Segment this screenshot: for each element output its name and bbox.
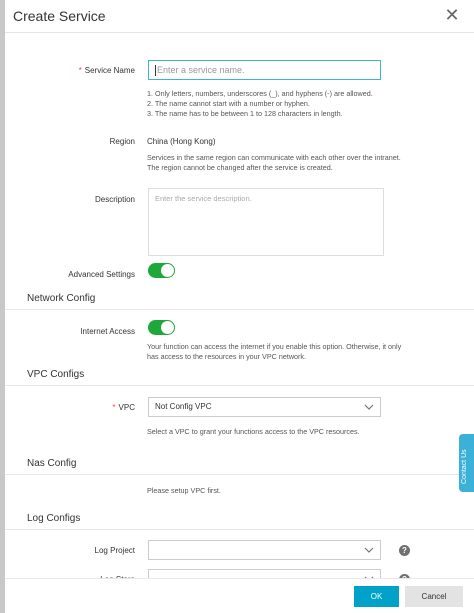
log-project-label: Log Project (94, 546, 135, 555)
required-asterisk: * (112, 403, 116, 412)
service-name-label (79, 66, 135, 75)
service-name-input[interactable] (148, 60, 381, 80)
log-project-select[interactable] (148, 540, 381, 560)
internet-access-help: Your function can access the internet if you enable this option. Otherwise, it only has access to the resources in your VPC network. (147, 342, 402, 361)
service-name-rules (147, 89, 412, 119)
dialog-footer (5, 578, 474, 613)
internet-access-label: Internet Access (80, 327, 135, 336)
section-divider (5, 309, 474, 310)
region-help: Services in the same region can communicate with each other over the intranet. The region cannot be changed after the service is created. (147, 153, 401, 172)
internet-access-toggle[interactable] (148, 320, 175, 335)
toggle-knob (161, 264, 174, 277)
service-name-placeholder: Enter a service name. (157, 65, 245, 75)
chevron-down-icon (364, 402, 374, 412)
create-service-dialog (5, 0, 474, 613)
service-name-rule-3: 3. The name has to be between 1 to 128 characters in length. (147, 109, 343, 118)
ok-button[interactable]: OK (354, 586, 399, 607)
close-icon[interactable]: ✕ (444, 5, 460, 25)
service-name-label-text: Service Name (84, 66, 135, 75)
chevron-down-icon (364, 545, 374, 555)
vpc-configs-heading: VPC Configs (27, 369, 85, 380)
dialog-body (5, 33, 474, 578)
service-name-rule-2: 2. The name cannot start with a number or hyphen. (147, 99, 310, 108)
required-asterisk: * (78, 66, 82, 75)
contact-us-label: Contact Us (461, 449, 468, 484)
service-name-rule-1: 1. Only letters, numbers, underscores (_), and hyphens (-) are allowed. (147, 89, 373, 98)
contact-us-tab[interactable] (459, 434, 474, 492)
vpc-label (112, 403, 135, 412)
region-label: Region (109, 137, 135, 146)
description-textarea[interactable] (148, 188, 384, 256)
cancel-button[interactable]: Cancel (405, 586, 463, 607)
section-divider (5, 529, 474, 530)
description-label: Description (94, 195, 135, 204)
description-placeholder: Enter the service description. (155, 194, 252, 203)
region-value: China (Hong Kong) (147, 137, 216, 146)
dialog-header (5, 0, 474, 33)
help-icon[interactable]: ? (399, 545, 410, 556)
log-configs-heading: Log Configs (27, 513, 81, 524)
dialog-title: Create Service (13, 8, 106, 24)
vpc-label-text: VPC (118, 403, 135, 412)
vpc-help: Select a VPC to grant your functions access to the VPC resources. (147, 427, 360, 436)
section-divider (5, 474, 474, 475)
nas-config-heading: Nas Config (27, 458, 77, 469)
toggle-knob (161, 321, 174, 334)
nas-config-help: Please setup VPC first. (147, 486, 221, 495)
network-config-heading: Network Config (27, 293, 96, 304)
vpc-select-value: Not Config VPC (155, 402, 212, 411)
advanced-settings-toggle[interactable] (148, 263, 175, 278)
section-divider (5, 385, 474, 386)
advanced-settings-label: Advanced Settings (68, 270, 135, 279)
vpc-select[interactable] (148, 397, 381, 417)
